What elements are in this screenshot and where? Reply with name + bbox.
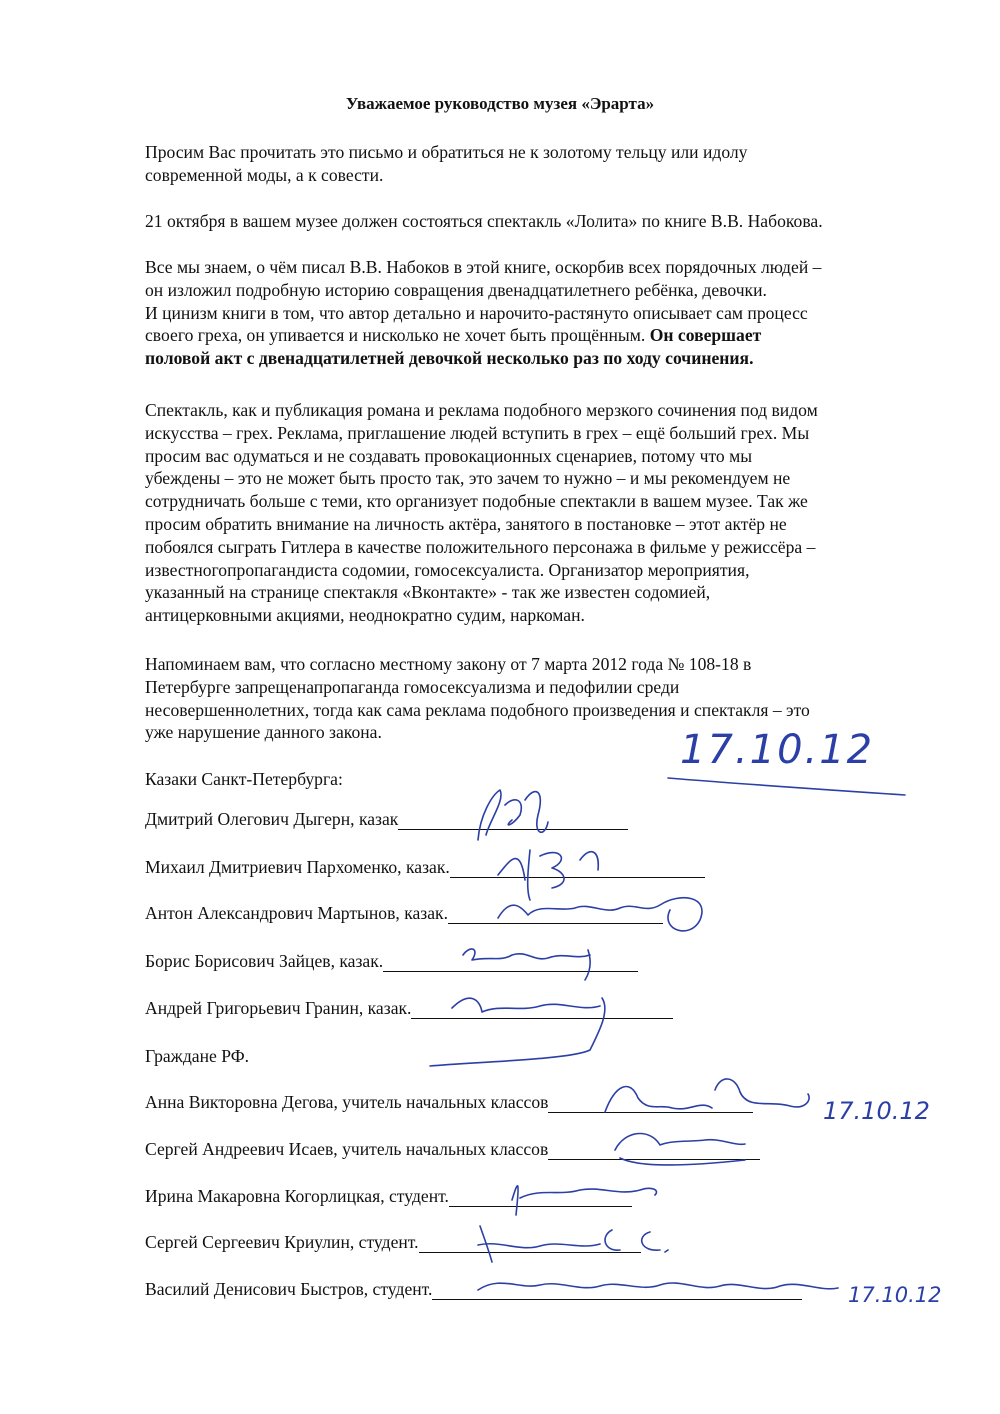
letter-title: Уважаемое руководство музея «Эрарта» (345, 94, 655, 113)
signatory-name: Сергей Андреевич Исаев, учитель начальных классов (145, 1139, 549, 1159)
signature-line (398, 828, 628, 830)
signature-line (419, 1251, 641, 1253)
signatory-name: Антон Александрович Мартынов, казак. (145, 903, 448, 923)
signature-line (450, 876, 705, 878)
signature-line (449, 1205, 632, 1207)
signature-row-cossack (145, 902, 965, 932)
paragraph-book-text: Все мы знаем, о чём писал В.В. Набоков в этой книге, оскорбив всех порядочных людей – он изложил подробную историю совращения двенадцатилетнего ребёнка, девочки. И цинизм книги в том, что автор детально и нарочито-растянуто описывает сам процесс своего греха, он упивается и нисколько не хочет быть прощённым. (145, 257, 822, 346)
paragraph-book (145, 256, 945, 370)
paragraph-appeal: Просим Вас прочитать это письмо и обратиться не к золотому тельцу или идолу современной моды, а к совести. (145, 142, 748, 185)
signature-line (548, 1111, 753, 1113)
signature-row-citizen (145, 1185, 965, 1215)
signature-line (432, 1298, 802, 1300)
signatory-name: Андрей Григорьевич Гранин, казак. (145, 998, 412, 1018)
signature-line (383, 970, 638, 972)
paragraph-spectacle: Спектакль, как и публикация романа и реклама подобного мерзкого сочинения под видом искусства – грех. Реклама, приглашение людей вступить в грех – ещё больший грех. Мы просим вас одуматься и не создавать провокационных сценариев, потому что мы убеждены – это не может быть просто так, это зачем то нужно – и мы рекомендуем не сотрудничать больше с теми, кто организует подобные спектакли в вашем музее. Так же просим обратить внимание на личность актёра, занятого в постановке – этот актёр не побоялся сыграть Гитлера в качестве положительного персонажа в фильме у режиссёра – известногопропагандиста содомии, гомосексуалиста. Организатор мероприятия, указанный на странице спектакля «Вконтакте» - так же известен содомией, антицерковными акциями, неоднократно судим, наркоман. (145, 400, 818, 626)
signature-line (548, 1158, 760, 1160)
signatory-name: Анна Викторовна Дегова, учитель начальных классов (145, 1092, 549, 1112)
paragraph-event: 21 октября в вашем музее должен состояться спектакль «Лолита» по книге В.В. Набокова. (145, 211, 823, 231)
handwritten-date-bystrov: 17.10.12 (848, 1283, 942, 1307)
signature-line (448, 922, 663, 924)
signature-row-cossack (145, 856, 965, 886)
signatory-name: Борис Борисович Зайцев, казак. (145, 951, 384, 971)
citizens-heading: Граждане РФ. (145, 1046, 249, 1066)
signatory-name: Сергей Сергеевич Криулин, студент. (145, 1232, 419, 1252)
signatory-name: Василий Денисович Быстров, студент. (145, 1279, 433, 1299)
signature-row-citizen (145, 1278, 965, 1308)
signature-row-cossack (145, 997, 965, 1027)
handwritten-date-degova: 17.10.12 (823, 1097, 930, 1125)
paragraph-book-bold: Он совершает половой акт с двенадцатилетней девочкой несколько раз по ходу сочинения. (145, 325, 762, 369)
handwritten-date: 17.10.12 (680, 727, 875, 773)
signature-row-citizen (145, 1138, 965, 1168)
signature-line (411, 1017, 673, 1019)
signature-row-cossack (145, 808, 965, 838)
signatory-name: Ирина Макаровна Когорлицкая, студент. (145, 1186, 449, 1206)
signature-row-citizen (145, 1231, 965, 1261)
paragraph-law: Напоминаем вам, что согласно местному закону от 7 марта 2012 года № 108-18 в Петербурге запрещенапропаганда гомосексуализма и педофилии среди несовершеннолетних, тогда как сама реклама подобного произведения и спектакля – это уже нарушение данного закона. (145, 654, 810, 743)
signatory-name: Михаил Дмитриевич Пархоменко, казак. (145, 857, 450, 877)
signatory-name: Дмитрий Олегович Дыгерн, казак (145, 809, 399, 829)
cossacks-heading: Казаки Санкт-Петербурга: (145, 769, 343, 789)
signature-row-cossack (145, 950, 965, 980)
